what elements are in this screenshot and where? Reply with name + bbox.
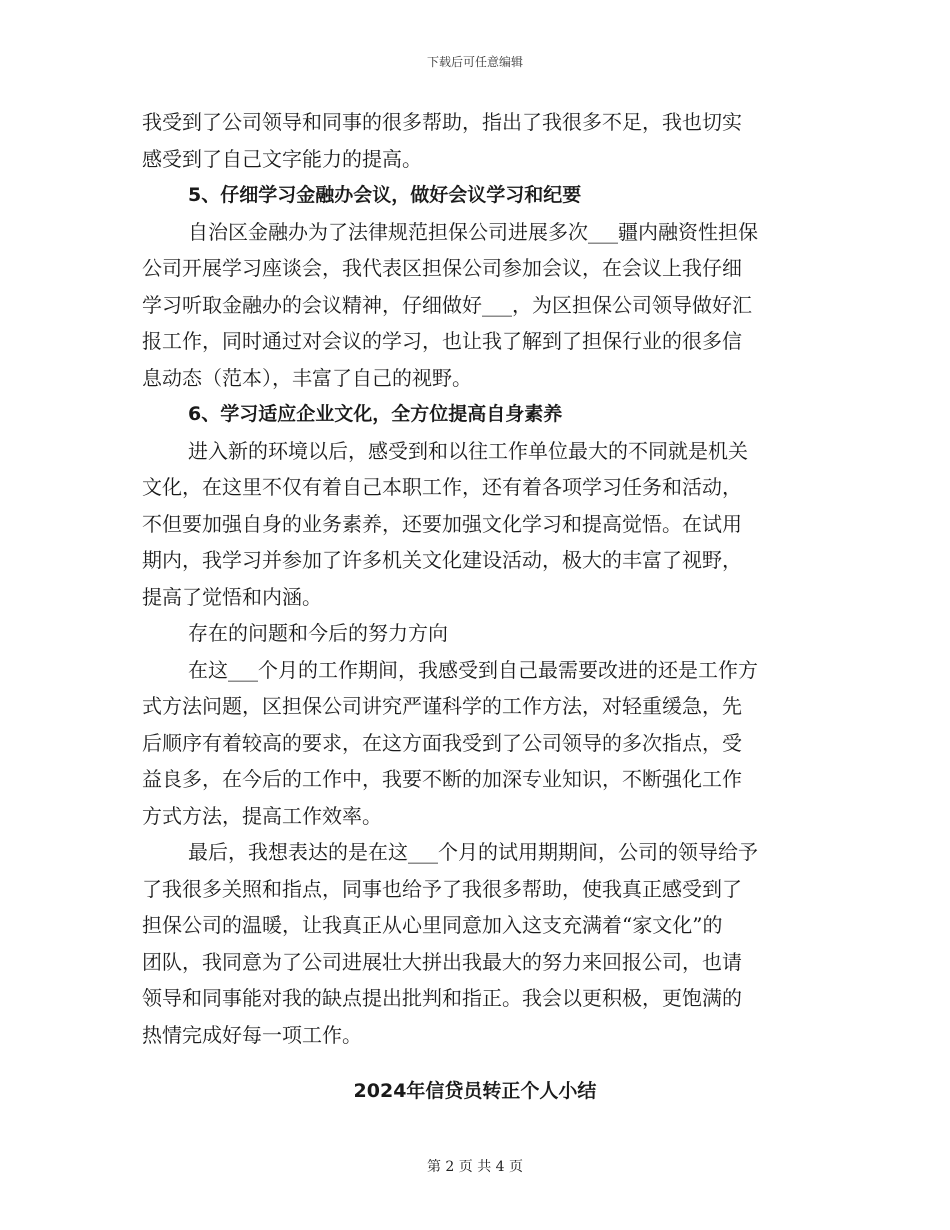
body-line: 期内，我学习并参加了许多机关文化建设活动，极大的丰富了视野，	[142, 548, 742, 572]
body-line: 最后，我想表达的是在这___个月的试用期期间，公司的领导给予	[188, 840, 758, 864]
body-line: 后顺序有着较高的要求，在这方面我受到了公司领导的多次指点，受	[142, 730, 742, 755]
body-line: 公司开展学习座谈会，我代表区担保公司参加会议，在会议上我仔细	[142, 256, 742, 280]
body-line: 息动态（范本），丰富了自己的视野。	[142, 365, 472, 390]
body-line: 益良多，在今后的工作中，我要不断的加深专业知识，不断强化工作	[142, 767, 742, 791]
body-line: 提高了觉悟和内涵。	[142, 584, 322, 609]
body-line: 学习听取金融办的会议精神，仔细做好___，为区担保公司领导做好汇	[142, 292, 752, 317]
body-line: 文化，在这里不仅有着自己本职工作，还有着各项学习任务和活动，	[142, 475, 742, 499]
document-body	[142, 104, 810, 1053]
body-line: 方式方法，提高工作效率。	[142, 803, 382, 828]
section-heading: 6、学习适应企业文化，全方位提高自身素养	[188, 403, 563, 425]
body-line: 担保公司的温暖，让我真正从心里同意加入这支充满着“家文化”的	[142, 913, 723, 937]
body-line: 了我很多关照和指点，同事也给予了我很多帮助，使我真正感受到了	[142, 876, 742, 901]
body-line: 我受到了公司领导和同事的很多帮助，指出了我很多不足，我也切实	[142, 110, 742, 134]
body-line: 自治区金融办为了法律规范担保公司进展多次___疆内融资性担保	[188, 219, 758, 244]
body-line: 在这___个月的工作期间，我感受到自己最需要改进的还是工作方	[188, 657, 758, 682]
body-line: 热情完成好每一项工作。	[142, 1022, 362, 1047]
body-line: 不但要加强自身的业务素养，还要加强文化学习和提高觉悟。在试用	[142, 511, 742, 536]
body-line: 进入新的环境以后，感受到和以往工作单位最大的不同就是机关	[188, 438, 748, 463]
body-line: 式方法问题，区担保公司讲究严谨科学的工作方法，对轻重缓急，先	[142, 694, 742, 718]
body-line: 领导和同事能对我的缺点提出批判和指正。我会以更积极，更饱满的	[142, 986, 742, 1010]
section-heading: 5、仔细学习金融办会议，做好会议学习和纪要	[188, 184, 582, 206]
body-line: 存在的问题和今后的努力方向	[188, 621, 448, 645]
body-line: 团队，我同意为了公司进展壮大拼出我最大的努力来回报公司，也请	[142, 949, 742, 974]
body-line: 报工作，同时通过对会议的学习，也让我了解到了担保行业的很多信	[142, 329, 742, 353]
body-line: 感受到了自己文字能力的提高。	[142, 146, 422, 171]
document-title: 2024年信贷员转正个人小结	[353, 1080, 597, 1102]
page-footer: 第 2 页 共 4 页	[426, 1159, 524, 1175]
page-header: 下载后可任意编辑	[426, 55, 523, 69]
